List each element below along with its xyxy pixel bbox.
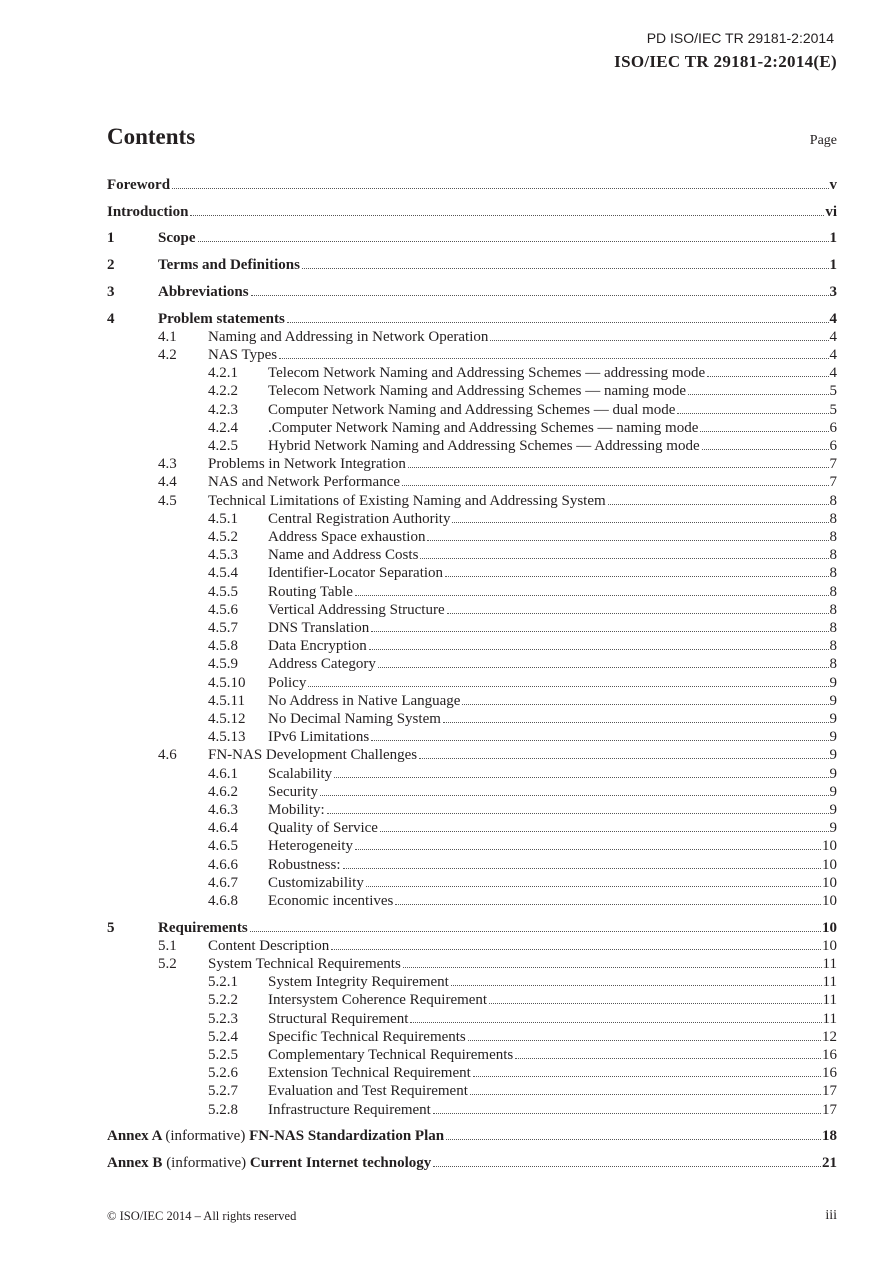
toc-annex-note: (informative) <box>165 1128 246 1145</box>
toc-entry-title: Introduction <box>107 203 189 220</box>
toc-entry-title: Technical Limitations of Existing Naming and Addressing System <box>208 492 606 509</box>
toc-entry-page: 9 <box>829 747 837 764</box>
toc-dot-leader <box>302 268 829 269</box>
toc-entry-page: 9 <box>829 801 837 818</box>
toc-entry-page: 10 <box>822 874 837 891</box>
toc-dot-leader <box>380 831 829 832</box>
toc-dot-leader <box>371 631 828 632</box>
toc-entry[interactable] <box>107 636 837 654</box>
toc-annex-note: (informative) <box>166 1155 247 1171</box>
toc-entry-title: Terms and Definitions <box>158 257 300 274</box>
toc-dot-leader <box>433 1113 821 1114</box>
toc-entry-page: vi <box>825 203 837 220</box>
toc-entry-title: No Address in Native Language <box>268 692 461 709</box>
toc-entry[interactable] <box>107 472 837 490</box>
toc-entry-number: 2 <box>107 257 115 274</box>
toc-entry[interactable] <box>107 454 837 472</box>
toc-entry[interactable] <box>107 764 837 782</box>
toc-entry-title: Intersystem Coherence Requirement <box>268 992 488 1009</box>
toc-dot-leader <box>608 504 829 505</box>
toc-entry-title: Economic incentives <box>268 892 394 909</box>
toc-entry-title: Address Category <box>268 656 376 673</box>
toc-entry-title: Policy <box>268 674 307 691</box>
toc-dot-leader <box>443 722 829 723</box>
toc-dot-leader <box>470 1094 821 1095</box>
toc-entry-number: 4.2.1 <box>208 365 238 382</box>
toc-entry[interactable] <box>107 891 837 909</box>
toc-entry[interactable] <box>107 855 837 873</box>
page-title: Contents <box>107 124 196 149</box>
toc-entry[interactable] <box>107 691 837 709</box>
toc-entry[interactable] <box>107 418 837 436</box>
toc-entry-title: Infrastructure Requirement <box>268 1101 431 1118</box>
toc-entry-page: 10 <box>822 856 837 873</box>
toc-entry-page: 8 <box>829 638 837 655</box>
toc-entry-title: Complementary Technical Requirements <box>268 1047 514 1063</box>
toc-entry-number: 5 <box>107 919 115 936</box>
toc-entry-number: 4.2 <box>158 346 177 363</box>
toc-dot-leader <box>327 813 829 814</box>
toc-dot-leader <box>677 413 828 414</box>
toc-dot-leader <box>427 540 828 541</box>
toc-entry-number: 4.5.8 <box>208 638 238 655</box>
toc-entry[interactable] <box>107 400 837 418</box>
toc-entry-title: Heterogeneity <box>268 838 353 855</box>
toc-entry[interactable] <box>107 327 837 345</box>
toc-entry-page: 1 <box>829 257 837 274</box>
toc-entry-page: 5 <box>829 383 837 400</box>
toc-entry-title: Content Description <box>208 937 330 954</box>
toc-entry[interactable] <box>107 1153 837 1171</box>
toc-entry-title: Vertical Addressing Structure <box>268 601 445 618</box>
toc-entry-number: 4.1 <box>158 328 177 345</box>
toc-dot-leader <box>190 215 824 216</box>
toc-entry-page: 8 <box>829 547 837 564</box>
toc-entry-title: Requirements <box>158 919 248 936</box>
toc-entry[interactable] <box>107 1009 837 1027</box>
toc-entry-title: Extension Technical Requirement <box>268 1065 471 1082</box>
toc-entry[interactable] <box>107 673 837 691</box>
toc-dot-leader <box>410 1022 821 1023</box>
toc-entry[interactable] <box>107 202 837 220</box>
toc-entry-title: Security <box>268 783 318 800</box>
toc-entry-page: 4 <box>829 328 837 345</box>
toc-entry-number: 4.6.8 <box>208 892 238 909</box>
toc-entry-page: 4 <box>829 346 837 363</box>
toc-entry-page: 7 <box>829 456 837 473</box>
toc-entry-number: 4.5.2 <box>208 528 238 545</box>
toc-entry-number: 5.1 <box>158 937 177 954</box>
toc-entry-title: Abbreviations <box>158 283 249 300</box>
toc-entry-page: 9 <box>829 820 837 837</box>
toc-entry-title: Computer Network Naming and Addressing Schemes — dual mode <box>268 401 676 418</box>
toc-entry-page: 7 <box>829 474 837 491</box>
toc-entry-number: 4.2.5 <box>208 437 238 454</box>
toc-dot-leader <box>402 485 828 486</box>
toc-entry-number: 4.5.12 <box>208 710 246 727</box>
toc-entry[interactable] <box>107 175 837 193</box>
toc-entry-page: 9 <box>829 674 837 691</box>
toc-entry-page: 6 <box>829 419 837 436</box>
toc-entry-title: Problems in Network Integration <box>208 456 406 473</box>
toc-entry-title: Foreword <box>107 177 171 193</box>
toc-entry-number: 4 <box>107 310 115 327</box>
toc-entry-title: Identifier-Locator Separation <box>268 565 444 582</box>
toc-entry-number: 5.2.2 <box>208 992 238 1009</box>
toc-entry-page: 10 <box>822 919 837 936</box>
toc-dot-leader <box>490 340 828 341</box>
toc-entry-title: Structural Requirement <box>268 1010 409 1027</box>
header-standard-ref: PD ISO/IEC TR 29181-2:2014 <box>646 30 834 46</box>
toc-entry-number: 4.6.2 <box>208 783 238 800</box>
toc-entry-page: 8 <box>829 583 837 600</box>
toc-dot-leader <box>473 1076 821 1077</box>
toc-dot-leader <box>403 967 822 968</box>
toc-entry-page: 16 <box>822 1047 837 1063</box>
toc-entry[interactable] <box>107 990 837 1008</box>
toc-entry-page: 10 <box>822 937 837 954</box>
toc-entry[interactable] <box>107 527 837 545</box>
toc-entry-title: Quality of Service <box>268 820 378 837</box>
toc-entry-title: DNS Translation <box>268 619 370 636</box>
toc-entry[interactable] <box>107 818 837 836</box>
toc-dot-leader <box>395 904 821 905</box>
toc-dot-leader <box>371 740 828 741</box>
toc-entry-number: 5.2 <box>158 956 177 972</box>
toc-entry-title: Name and Address Costs <box>268 547 419 564</box>
toc-dot-leader <box>355 595 829 596</box>
toc-entry[interactable] <box>107 972 837 990</box>
toc-dot-leader <box>172 188 828 189</box>
toc-entry-title: Central Registration Authority <box>268 510 451 527</box>
toc-entry-page: 9 <box>829 710 837 727</box>
toc-entry-number: 4.6.1 <box>208 765 238 782</box>
toc-entry-number: 4.5.7 <box>208 619 238 636</box>
toc-dot-leader <box>489 1003 821 1004</box>
toc-entry-number: 4.5.11 <box>208 692 245 709</box>
toc-dot-leader <box>251 295 829 296</box>
toc-entry-number: 4.5.4 <box>208 565 238 582</box>
toc-entry[interactable] <box>107 618 837 636</box>
toc-dot-leader <box>331 949 821 950</box>
toc-entry-page: 3 <box>829 283 837 300</box>
toc-entry-page: 5 <box>829 401 837 418</box>
toc-dot-leader <box>688 394 828 395</box>
toc-entry[interactable] <box>107 509 837 527</box>
toc-dot-leader <box>198 241 829 242</box>
toc-entry-page: 8 <box>829 510 837 527</box>
toc-dot-leader <box>408 467 829 468</box>
footer-page-number: iii <box>825 1208 837 1223</box>
toc-entry-number: 5.2.6 <box>208 1065 238 1082</box>
toc-entry-number: 1 <box>107 230 115 247</box>
toc-entry-page: 11 <box>822 1010 837 1027</box>
toc-dot-leader <box>452 522 828 523</box>
toc-dot-leader <box>445 576 828 577</box>
toc-entry-page: 8 <box>829 656 837 673</box>
toc-entry-title: Hybrid Network Naming and Addressing Schemes — Addressing mode <box>268 437 700 454</box>
toc-entry-title: Data Encryption <box>268 638 367 655</box>
toc-entry-page: 8 <box>829 565 837 582</box>
toc-entry-title: Telecom Network Naming and Addressing Schemes — addressing mode <box>268 365 706 382</box>
toc-entry[interactable] <box>107 491 837 509</box>
toc-entry-title: No Decimal Naming System <box>268 710 441 727</box>
toc-entry-title: Naming and Addressing in Network Operation <box>208 328 489 345</box>
toc-dot-leader <box>707 376 828 377</box>
toc-entry-page: 9 <box>829 765 837 782</box>
toc-entry-page: 17 <box>822 1083 837 1100</box>
toc-entry-title: NAS and Network Performance <box>208 474 401 491</box>
toc-entry-number: 4.6.6 <box>208 856 238 873</box>
toc-entry[interactable] <box>107 282 837 300</box>
toc-entry[interactable] <box>107 745 837 763</box>
toc-entry-number: 4.5.1 <box>208 510 238 527</box>
toc-entry[interactable] <box>107 381 837 399</box>
toc-entry-title: Specific Technical Requirements <box>268 1028 466 1045</box>
toc-entry[interactable] <box>107 1126 837 1144</box>
toc-dot-leader <box>419 758 828 759</box>
toc-entry[interactable] <box>107 1063 837 1081</box>
toc-entry-number: 4.5 <box>158 492 177 509</box>
toc-entry-page: 9 <box>829 692 837 709</box>
toc-dot-leader <box>378 667 829 668</box>
toc-dot-leader <box>462 704 828 705</box>
toc-entry-page: 1 <box>829 230 837 247</box>
toc-entry[interactable] <box>107 1027 837 1045</box>
toc-entry-title: Telecom Network Naming and Addressing Schemes — naming mode <box>268 383 687 400</box>
toc-entry[interactable] <box>107 873 837 891</box>
toc-entry-number: 4.6.7 <box>208 874 238 891</box>
toc-annex-label: Annex A <box>107 1128 162 1145</box>
toc-entry[interactable] <box>107 954 837 972</box>
toc-entry-page: 11 <box>822 992 837 1009</box>
toc-entry[interactable] <box>107 1045 837 1063</box>
toc-entry-number: 4.6 <box>158 747 177 764</box>
toc-entry-title: System Integrity Requirement <box>268 974 449 991</box>
toc-dot-leader <box>447 613 829 614</box>
toc-entry-page: 4 <box>829 310 837 327</box>
toc-entry-number: 4.5.13 <box>208 729 246 746</box>
toc-entry-number: 4.3 <box>158 456 177 473</box>
toc-entry[interactable] <box>107 782 837 800</box>
toc-entry-title: Robustness: <box>268 856 341 873</box>
toc-dot-leader <box>451 985 822 986</box>
toc-entry-title: Scalability <box>268 765 333 782</box>
toc-entry[interactable] <box>107 255 837 273</box>
toc-entry-number: 4.5.10 <box>208 674 246 691</box>
toc-dot-leader <box>433 1166 821 1167</box>
toc-dot-leader <box>369 649 829 650</box>
header-standard-id: ISO/IEC TR 29181-2:2014(E) <box>614 52 837 71</box>
toc-entry-number: 4.4 <box>158 474 177 491</box>
toc-dot-leader <box>515 1058 821 1059</box>
toc-entry-page: 12 <box>822 1028 837 1045</box>
toc-dot-leader <box>702 449 829 450</box>
toc-entry-number: 4.6.5 <box>208 838 238 855</box>
toc-entry-page: 8 <box>829 492 837 509</box>
toc-dot-leader <box>420 558 828 559</box>
toc-entry[interactable] <box>107 563 837 581</box>
toc-entry-title: Mobility: <box>268 801 325 818</box>
toc-entry[interactable] <box>107 309 837 327</box>
toc-entry-title: Evaluation and Test Requirement <box>268 1083 468 1100</box>
toc-entry-page: 9 <box>829 729 837 746</box>
toc-dot-leader <box>250 931 821 932</box>
toc-entry[interactable] <box>107 600 837 618</box>
toc-entry[interactable] <box>107 363 837 381</box>
toc-entry-title: Address Space exhaustion <box>268 528 426 545</box>
toc-entry-number: 5.2.4 <box>208 1028 238 1045</box>
toc-entry[interactable] <box>107 654 837 672</box>
toc-entry[interactable] <box>107 436 837 454</box>
toc-entry-title: Customizability <box>268 874 364 891</box>
toc-entry[interactable] <box>107 836 837 854</box>
toc-dot-leader <box>468 1040 821 1041</box>
toc-entry-number: 5.2.7 <box>208 1083 238 1100</box>
toc-entry-page: 8 <box>829 528 837 545</box>
toc-entry[interactable] <box>107 1081 837 1099</box>
toc-entry-page: 6 <box>829 437 837 454</box>
toc-entry-page: 11 <box>822 974 837 991</box>
toc-entry-number: 4.2.4 <box>208 419 238 436</box>
toc-entry[interactable] <box>107 727 837 745</box>
page-column-label: Page <box>809 133 837 148</box>
toc-entry-title <box>107 1155 431 1171</box>
toc-entry-title: Problem statements <box>158 310 285 327</box>
toc-annex-title: FN-NAS Standardization Plan <box>249 1128 445 1145</box>
toc-entry[interactable] <box>107 800 837 818</box>
toc-entry-number: 5.2.5 <box>208 1047 238 1063</box>
toc-entry[interactable] <box>107 709 837 727</box>
toc-entry-number: 3 <box>107 283 115 300</box>
toc-entry-page: 21 <box>822 1155 837 1171</box>
toc-annex-label: Annex B <box>107 1155 163 1171</box>
toc-entry[interactable] <box>107 345 837 363</box>
toc-dot-leader <box>287 322 829 323</box>
toc-dot-leader <box>355 849 821 850</box>
toc-entry-number: 4.2.2 <box>208 383 238 400</box>
toc-entry-title <box>107 1128 444 1144</box>
toc-entry-number: 5.2.1 <box>208 974 238 991</box>
toc-entry-number: 5.2.8 <box>208 1101 238 1118</box>
toc-entry-title: Scope <box>158 230 196 247</box>
toc-entry-number: 5.2.3 <box>208 1010 238 1027</box>
toc-entry-number: 4.5.5 <box>208 583 238 600</box>
toc-entry-page: 9 <box>829 783 837 800</box>
toc-dot-leader <box>320 795 829 796</box>
toc-entry-title: .Computer Network Naming and Addressing Schemes — naming mode <box>268 419 699 436</box>
toc-entry-number: 4.6.3 <box>208 801 238 818</box>
toc-entry-number: 4.5.6 <box>208 601 238 618</box>
toc-dot-leader <box>700 431 828 432</box>
toc-entry-page: 17 <box>822 1101 837 1118</box>
toc-dot-leader <box>366 886 821 887</box>
toc-dot-leader <box>308 686 828 687</box>
toc-entry-title: Routing Table <box>268 583 353 600</box>
toc-entry[interactable] <box>107 545 837 563</box>
toc-entry-page: v <box>829 177 837 193</box>
toc-entry-title: System Technical Requirements <box>208 956 401 972</box>
toc-entry-number: 4.6.4 <box>208 820 238 837</box>
toc-dot-leader <box>279 358 828 359</box>
toc-entry-page: 10 <box>822 892 837 909</box>
toc-entry[interactable] <box>107 1100 837 1118</box>
toc-entry-number: 4.2.3 <box>208 401 238 418</box>
toc-entry-page: 8 <box>829 619 837 636</box>
toc-entry-title: IPv6 Limitations <box>268 729 370 746</box>
toc-entry-title: FN-NAS Development Challenges <box>208 747 418 764</box>
toc-entry[interactable] <box>107 228 837 246</box>
toc-entry-page: 4 <box>829 365 837 382</box>
footer-copyright: © ISO/IEC 2014 – All rights reserved <box>107 1209 297 1223</box>
toc-entry[interactable] <box>107 582 837 600</box>
toc-entry-page: 18 <box>822 1128 837 1145</box>
toc-entry-number: 4.5.9 <box>208 656 238 673</box>
toc-entry[interactable] <box>107 918 837 936</box>
toc-entry-number: 4.5.3 <box>208 547 238 564</box>
toc-entry-page: 10 <box>822 838 837 855</box>
toc-entry-page: 11 <box>822 956 837 972</box>
toc-annex-title: Current Internet technology <box>249 1155 432 1171</box>
toc-entry[interactable] <box>107 936 837 954</box>
toc-dot-leader <box>343 868 821 869</box>
toc-dot-leader <box>334 777 828 778</box>
toc-entry-page: 16 <box>822 1065 837 1082</box>
toc-dot-leader <box>446 1139 821 1140</box>
toc-entry-title: NAS Types <box>208 346 278 363</box>
toc-entry-page: 8 <box>829 601 837 618</box>
